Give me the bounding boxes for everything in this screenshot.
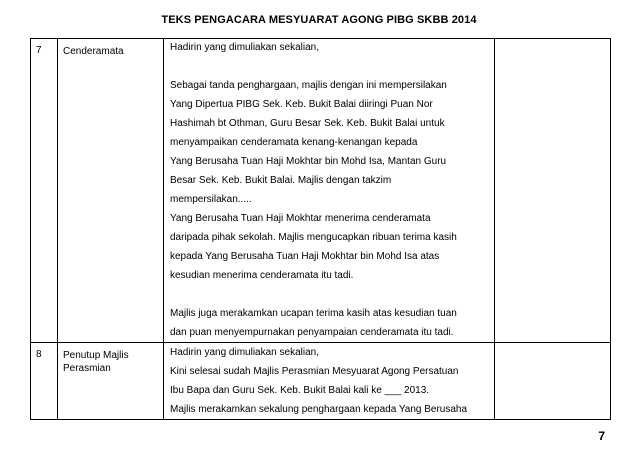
text-line: dan puan menyempurnakan penyampaian cenderamata itu tadi. xyxy=(170,327,454,338)
table-row xyxy=(31,39,611,343)
text-line: daripada pihak sekolah. Majlis mengucapkan ribuan terima kasih xyxy=(170,232,457,243)
blank-line xyxy=(170,285,490,304)
text-line: Hadirin yang dimuliakan sekalian, xyxy=(170,347,319,358)
row-item: Penutup Majlis Perasmian xyxy=(58,343,164,420)
text-line: Majlis merakamkan sekalung penghargaan kepada Yang Berusaha xyxy=(170,404,468,415)
row-number: 7 xyxy=(31,39,58,343)
text-line: Kini selesai sudah Majlis Perasmian Mesyuarat Agong Persatuan xyxy=(170,366,459,377)
text-line: mempersilakan..... xyxy=(170,194,252,205)
text-line: Hadirin yang dimuliakan sekalian, xyxy=(170,42,319,53)
row-number: 8 xyxy=(31,343,58,420)
script-table xyxy=(30,38,611,420)
row-text xyxy=(164,39,495,343)
row-text xyxy=(164,343,495,420)
document-title: TEKS PENGACARA MESYUARAT AGONG PIBG SKBB 2014 xyxy=(161,14,477,26)
table-row xyxy=(31,343,611,420)
row-notes xyxy=(495,343,611,420)
text-line: Majlis juga merakamkan ucapan terima kasih atas kesudian tuan xyxy=(170,308,457,319)
text-line: Yang Berusaha Tuan Haji Mokhtar bin Mohd Isa, Mantan Guru xyxy=(170,156,447,167)
text-line: kesudian menerima cenderamata itu tadi. xyxy=(170,270,354,281)
text-line: Yang Berusaha Tuan Haji Mokhtar menerima cenderamata xyxy=(170,213,431,224)
text-line: Besar Sek. Keb. Bukit Balai. Majlis dengan takzim xyxy=(170,175,392,186)
row-item: Cenderamata xyxy=(58,39,164,343)
blank-line xyxy=(170,57,490,76)
row-notes xyxy=(495,39,611,343)
text-line: kepada Yang Berusaha Tuan Haji Mokhtar bin Mohd Isa atas xyxy=(170,251,440,262)
text-line: Hashimah bt Othman, Guru Besar Sek. Keb. Bukit Balai untuk xyxy=(170,118,445,129)
page-number: 7 xyxy=(598,429,605,443)
text-line: Sebagai tanda penghargaan, majlis dengan ini mempersilakan xyxy=(170,80,447,91)
text-line: menyampaikan cenderamata kenang-kenangan kepada xyxy=(170,137,418,148)
text-line: Ibu Bapa dan Guru Sek. Keb. Bukit Balai kali ke ___ 2013. xyxy=(170,385,430,396)
text-line: Yang Dipertua PIBG Sek. Keb. Bukit Balai diiringi Puan Nor xyxy=(170,99,433,110)
